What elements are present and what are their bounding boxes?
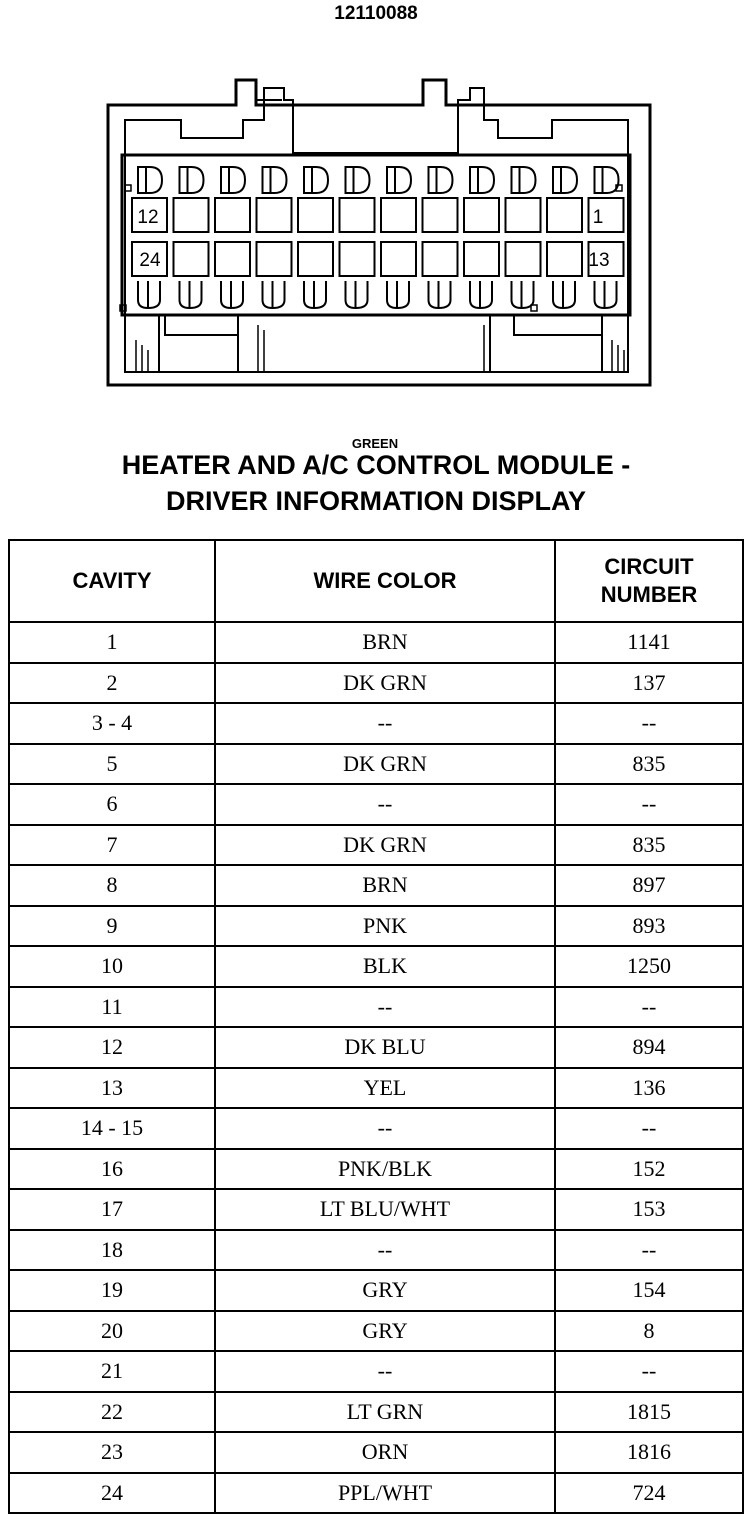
upper-terminal <box>595 167 619 193</box>
table-row <box>9 1068 743 1109</box>
table-row <box>9 825 743 866</box>
cell-cavity: 17 <box>9 1189 215 1230</box>
cell-wire-color: GRY <box>215 1311 555 1352</box>
upper-terminal <box>470 167 494 193</box>
lower-terminal <box>512 281 534 308</box>
cell-wire-color: ORN <box>215 1432 555 1473</box>
table-row <box>9 1027 743 1068</box>
cell-wire-color: LT BLU/WHT <box>215 1189 555 1230</box>
table-header-row <box>9 540 743 622</box>
cavity-lower <box>464 242 499 276</box>
cell-cavity: 20 <box>9 1311 215 1352</box>
table-row <box>9 1392 743 1433</box>
cell-wire-color: GRY <box>215 1270 555 1311</box>
cavity-label-13: 13 <box>588 250 610 271</box>
cavity-lower <box>174 242 209 276</box>
table-row <box>9 865 743 906</box>
cavity-label-12: 12 <box>137 207 159 228</box>
lower-terminal <box>304 281 326 308</box>
header-cavity: CAVITY <box>9 540 215 622</box>
cell-wire-color: -- <box>215 784 555 825</box>
cell-wire-color: PNK/BLK <box>215 1149 555 1190</box>
cell-circuit-number: 136 <box>555 1068 743 1109</box>
cell-wire-color: DK BLU <box>215 1027 555 1068</box>
cavity-upper <box>464 198 499 232</box>
cell-circuit-number: -- <box>555 1108 743 1149</box>
cell-cavity: 14 - 15 <box>9 1108 215 1149</box>
table-row <box>9 663 743 704</box>
cell-circuit-number: 1250 <box>555 946 743 987</box>
cell-wire-color: -- <box>215 1108 555 1149</box>
table-row <box>9 1432 743 1473</box>
cell-cavity: 10 <box>9 946 215 987</box>
upper-terminal-row <box>138 167 619 193</box>
cell-wire-color: DK GRN <box>215 744 555 785</box>
table-row <box>9 622 743 663</box>
left-latch-lines <box>136 340 148 372</box>
lower-terminal <box>470 281 492 308</box>
table-row <box>9 987 743 1028</box>
lower-terminal <box>595 281 617 308</box>
lower-terminal <box>553 281 575 308</box>
cavity-upper <box>215 198 250 232</box>
upper-terminal <box>304 167 328 193</box>
cell-wire-color: LT GRN <box>215 1392 555 1433</box>
cell-circuit-number: 154 <box>555 1270 743 1311</box>
cell-circuit-number: 894 <box>555 1027 743 1068</box>
upper-terminal <box>180 167 204 193</box>
latch-lines-center-left <box>258 325 264 372</box>
lower-terminal <box>346 281 368 308</box>
table-row <box>9 1270 743 1311</box>
cell-circuit-number: -- <box>555 784 743 825</box>
cell-wire-color: DK GRN <box>215 825 555 866</box>
cavity-label-1: 1 <box>592 207 604 228</box>
cell-wire-color: PPL/WHT <box>215 1473 555 1514</box>
cavity-lower <box>381 242 416 276</box>
cell-cavity: 16 <box>9 1149 215 1190</box>
cell-circuit-number: 724 <box>555 1473 743 1514</box>
table-row <box>9 1108 743 1149</box>
cell-wire-color: PNK <box>215 906 555 947</box>
cell-cavity: 1 <box>9 622 215 663</box>
cell-cavity: 2 <box>9 663 215 704</box>
lower-terminal <box>429 281 451 308</box>
cell-circuit-number: 8 <box>555 1311 743 1352</box>
lower-terminal <box>387 281 409 308</box>
cell-cavity: 19 <box>9 1270 215 1311</box>
cell-cavity: 6 <box>9 784 215 825</box>
left-bottom-guide <box>159 315 238 372</box>
table-row <box>9 906 743 947</box>
cell-circuit-number: 152 <box>555 1149 743 1190</box>
upper-terminal <box>553 167 577 193</box>
right-bottom-guide <box>490 315 602 372</box>
right-latch-lines <box>612 340 624 372</box>
cavity-upper <box>423 198 458 232</box>
cell-circuit-number: -- <box>555 987 743 1028</box>
upper-terminal <box>387 167 411 193</box>
title-line-1: HEATER AND A/C CONTROL MODULE - <box>121 450 631 480</box>
cell-cavity: 5 <box>9 744 215 785</box>
cell-circuit-number: -- <box>555 1351 743 1392</box>
cell-cavity: 12 <box>9 1027 215 1068</box>
cavity-lower <box>506 242 541 276</box>
lower-terminal <box>221 281 243 308</box>
cell-cavity: 21 <box>9 1351 215 1392</box>
cavity-upper <box>547 198 582 232</box>
cell-circuit-number: 897 <box>555 865 743 906</box>
table-row <box>9 1189 743 1230</box>
cell-circuit-number: 1816 <box>555 1432 743 1473</box>
cell-circuit-number: -- <box>555 1230 743 1271</box>
title-line-2: DRIVER INFORMATION DISPLAY <box>165 486 587 516</box>
upper-terminal <box>221 167 245 193</box>
lower-terminal <box>138 281 160 308</box>
cavity-upper <box>506 198 541 232</box>
pinout-table-body <box>9 622 743 1513</box>
upper-terminal <box>263 167 287 193</box>
cell-wire-color: -- <box>215 1230 555 1271</box>
table-row <box>9 1311 743 1352</box>
cavity-lower <box>547 242 582 276</box>
cell-cavity: 8 <box>9 865 215 906</box>
cell-wire-color: -- <box>215 703 555 744</box>
cell-cavity: 9 <box>9 906 215 947</box>
lower-terminal <box>263 281 285 308</box>
cavity-lower <box>340 242 375 276</box>
table-row <box>9 1351 743 1392</box>
header-wire-color: WIRE COLOR <box>215 540 555 622</box>
part-number: 12110088 <box>334 3 418 24</box>
header-circuit-line-2: NUMBER <box>600 582 698 607</box>
upper-terminal <box>429 167 453 193</box>
header-circuit-number <box>555 540 743 622</box>
cell-cavity: 11 <box>9 987 215 1028</box>
cell-wire-color: BLK <box>215 946 555 987</box>
connector-face-diagram <box>0 0 752 400</box>
table-row <box>9 1230 743 1271</box>
left-lock-tab <box>256 80 282 100</box>
table-row <box>9 1473 743 1514</box>
cell-cavity: 23 <box>9 1432 215 1473</box>
cell-circuit-number: 1141 <box>555 622 743 663</box>
cell-wire-color: BRN <box>215 865 555 906</box>
cell-wire-color: DK GRN <box>215 663 555 704</box>
cavity-upper <box>340 198 375 232</box>
lower-cavity-row <box>132 242 624 276</box>
cell-cavity: 22 <box>9 1392 215 1433</box>
cell-circuit-number: 1815 <box>555 1392 743 1433</box>
cell-cavity: 7 <box>9 825 215 866</box>
cavity-lower <box>298 242 333 276</box>
cell-circuit-number: 835 <box>555 825 743 866</box>
cavity-lower <box>215 242 250 276</box>
cell-wire-color: -- <box>215 1351 555 1392</box>
cell-cavity: 24 <box>9 1473 215 1514</box>
table-row <box>9 784 743 825</box>
diagram-title <box>0 447 752 519</box>
cell-wire-color: BRN <box>215 622 555 663</box>
table-row <box>9 1149 743 1190</box>
cell-cavity: 13 <box>9 1068 215 1109</box>
upper-terminal <box>512 167 536 193</box>
cell-cavity: 18 <box>9 1230 215 1271</box>
cavity-upper <box>381 198 416 232</box>
table-row <box>9 703 743 744</box>
cavity-upper <box>298 198 333 232</box>
cell-wire-color: YEL <box>215 1068 555 1109</box>
pinout-table <box>8 539 744 1514</box>
connector-housing-inner-outline <box>125 88 628 372</box>
cell-circuit-number: 893 <box>555 906 743 947</box>
upper-cavity-row <box>132 198 624 232</box>
upper-terminal <box>138 167 162 193</box>
cell-circuit-number: 153 <box>555 1189 743 1230</box>
table-row <box>9 946 743 987</box>
cell-cavity: 3 - 4 <box>9 703 215 744</box>
cell-circuit-number: 137 <box>555 663 743 704</box>
lower-terminal <box>180 281 202 308</box>
cavity-upper <box>174 198 209 232</box>
header-circuit-line-1: CIRCUIT <box>604 554 694 579</box>
cavity-label-24: 24 <box>139 250 161 271</box>
lower-terminal-row <box>138 281 617 308</box>
cavity-lower <box>257 242 292 276</box>
cell-wire-color: -- <box>215 987 555 1028</box>
cell-circuit-number: -- <box>555 703 743 744</box>
upper-terminal <box>346 167 370 193</box>
connector-color-label: GREEN <box>351 436 399 451</box>
cell-circuit-number: 835 <box>555 744 743 785</box>
table-row <box>9 744 743 785</box>
cavity-lower <box>423 242 458 276</box>
cavity-upper <box>257 198 292 232</box>
